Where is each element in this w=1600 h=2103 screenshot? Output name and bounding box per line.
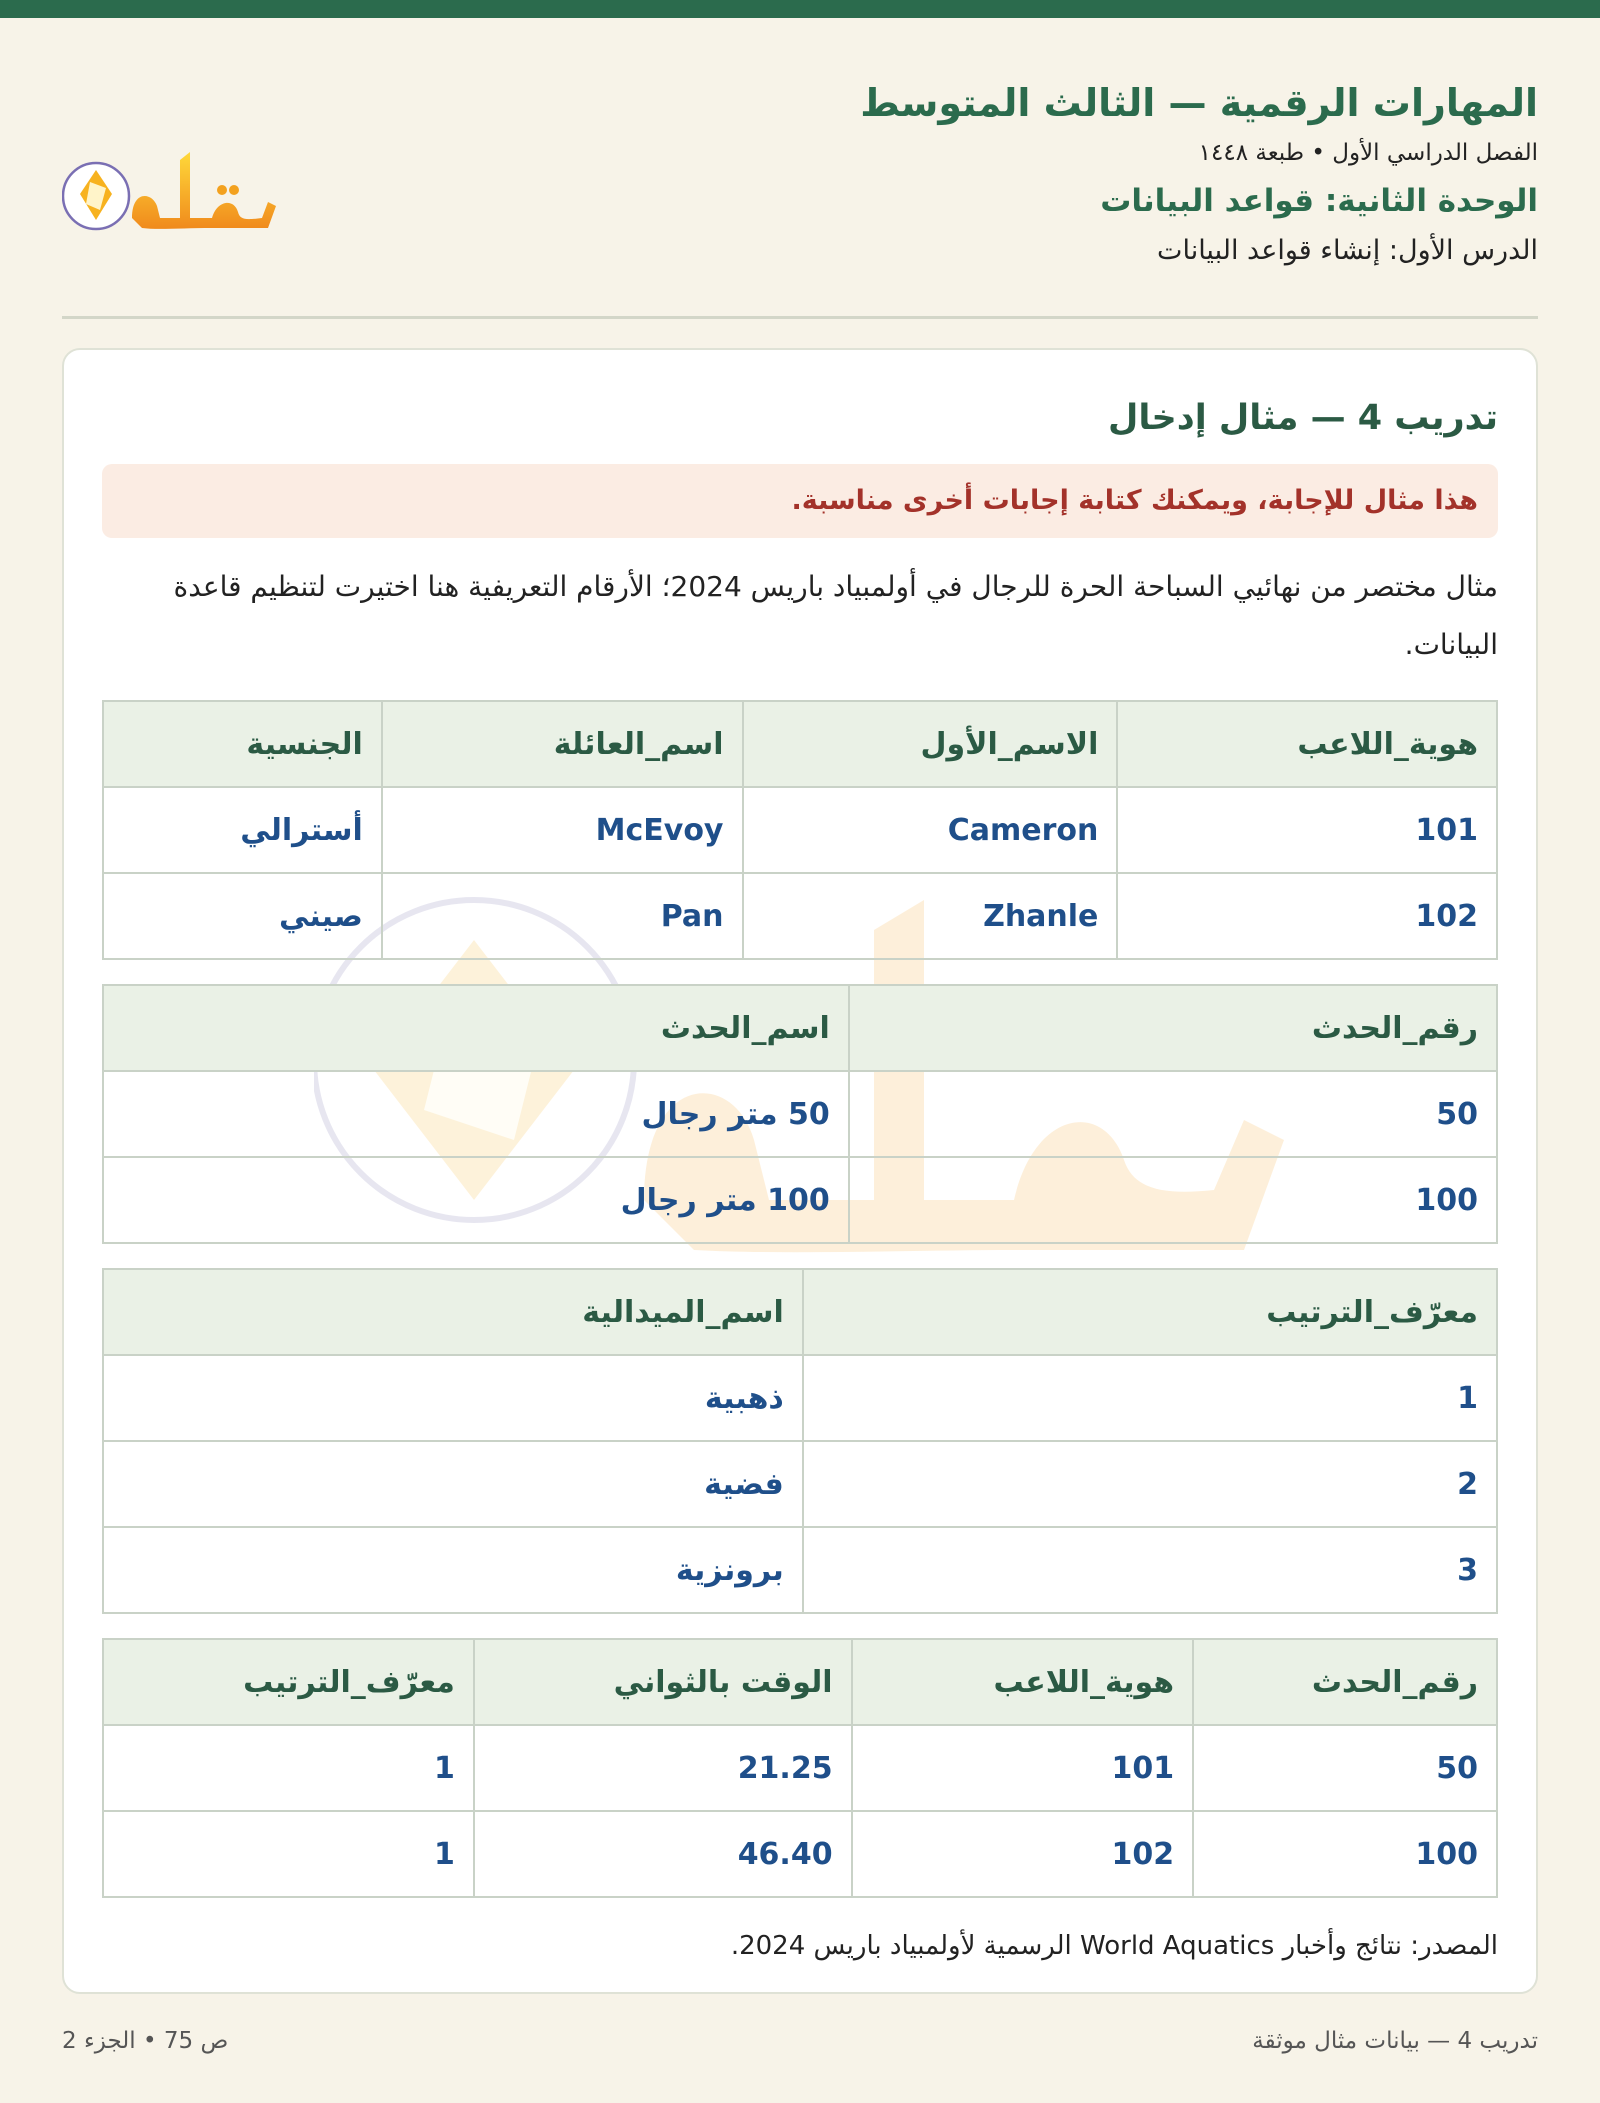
- page-header: [62, 78, 1538, 318]
- unit-title: الوحدة الثانية: قواعد البيانات: [1100, 183, 1538, 219]
- table-header-row: [103, 1269, 1497, 1355]
- hulul-logo: [62, 130, 292, 250]
- page-footer: [62, 2028, 1538, 2068]
- table-cell: Pan: [382, 873, 743, 959]
- top-accent-bar: [0, 0, 1600, 18]
- table-cell: McEvoy: [382, 787, 743, 873]
- table-cell: 1: [103, 1725, 474, 1811]
- semester-edition: الفصل الدراسي الأول • طبعة ١٤٤٨: [1198, 140, 1538, 166]
- table-cell: أسترالي: [103, 787, 382, 873]
- table-header-row: [103, 985, 1497, 1071]
- table-cell: ذهبية: [103, 1355, 803, 1441]
- column-header: هوية_اللاعب: [1117, 701, 1497, 787]
- column-header: معرّف_الترتيب: [103, 1639, 474, 1725]
- column-header: هوية_اللاعب: [852, 1639, 1194, 1725]
- source-citation: المصدر: نتائج وأخبار World Aquatics الرسمية لأولمبياد باريس 2024.: [730, 1931, 1498, 1961]
- header-text: [860, 78, 1538, 270]
- table-cell: 50 متر رجال: [103, 1071, 849, 1157]
- table-row: [103, 1071, 1497, 1157]
- table-cell: 101: [1117, 787, 1497, 873]
- table-cell: برونزية: [103, 1527, 803, 1613]
- column-header: معرّف_الترتيب: [803, 1269, 1497, 1355]
- column-header: رقم_الحدث: [849, 985, 1497, 1071]
- table-row: [103, 1725, 1497, 1811]
- table-cell: 1: [103, 1811, 474, 1897]
- table-row: [103, 787, 1497, 873]
- table-cell: 102: [852, 1811, 1194, 1897]
- table-cell: Cameron: [743, 787, 1118, 873]
- table-cell: 101: [852, 1725, 1194, 1811]
- table-cell: 46.40: [474, 1811, 852, 1897]
- answer-note: هذا مثال للإجابة، ويمكنك كتابة إجابات أخرى مناسبة.: [102, 464, 1498, 538]
- table-cell: 21.25: [474, 1725, 852, 1811]
- column-header: الجنسية: [103, 701, 382, 787]
- table-cell: صيني: [103, 873, 382, 959]
- table-row: [103, 1441, 1497, 1527]
- footer-exercise-label: تدريب 4 — بيانات مثال موثقة: [1252, 2028, 1538, 2054]
- table-cell: 100: [849, 1157, 1497, 1243]
- table-row: [103, 1157, 1497, 1243]
- header-divider: [62, 316, 1538, 319]
- column-header: الوقت بالثواني: [474, 1639, 852, 1725]
- column-header: اسم_العائلة: [382, 701, 743, 787]
- course-title: المهارات الرقمية — الثالث المتوسط: [860, 81, 1538, 125]
- table-cell: Zhanle: [743, 873, 1118, 959]
- column-header: رقم_الحدث: [1193, 1639, 1497, 1725]
- table-row: [103, 1355, 1497, 1441]
- table-row: [103, 1527, 1497, 1613]
- lesson-title: الدرس الأول: إنشاء قواعد البيانات: [1157, 235, 1538, 266]
- events-table: [102, 984, 1498, 1244]
- table-cell: 102: [1117, 873, 1497, 959]
- players-table: [102, 700, 1498, 960]
- table-cell: 100: [1193, 1811, 1497, 1897]
- table-header-row: [103, 1639, 1497, 1725]
- table-header-row: [103, 701, 1497, 787]
- column-header: الاسم_الأول: [743, 701, 1118, 787]
- intro-paragraph: مثال مختصر من نهائيي السباحة الحرة للرجال في أولمبياد باريس 2024؛ الأرقام التعريفية هنا اختيرت لتنظيم قاعدة البيانات.: [173, 570, 1498, 661]
- table-row: [103, 1811, 1497, 1897]
- column-header: اسم_الحدث: [103, 985, 849, 1071]
- table-cell: 100 متر رجال: [103, 1157, 849, 1243]
- table-row: [103, 873, 1497, 959]
- table-cell: 50: [849, 1071, 1497, 1157]
- medals-table: [102, 1268, 1498, 1614]
- table-cell: فضية: [103, 1441, 803, 1527]
- table-cell: 1: [803, 1355, 1497, 1441]
- table-cell: 2: [803, 1441, 1497, 1527]
- table-cell: 50: [1193, 1725, 1497, 1811]
- table-cell: 3: [803, 1527, 1497, 1613]
- exercise-title: تدريب 4 — مثال إدخال: [1108, 398, 1498, 438]
- exercise-card: [62, 348, 1538, 1994]
- footer-page-number: ص 75 • الجزء 2: [62, 2028, 229, 2054]
- column-header: اسم_الميدالية: [103, 1269, 803, 1355]
- results-table: [102, 1638, 1498, 1898]
